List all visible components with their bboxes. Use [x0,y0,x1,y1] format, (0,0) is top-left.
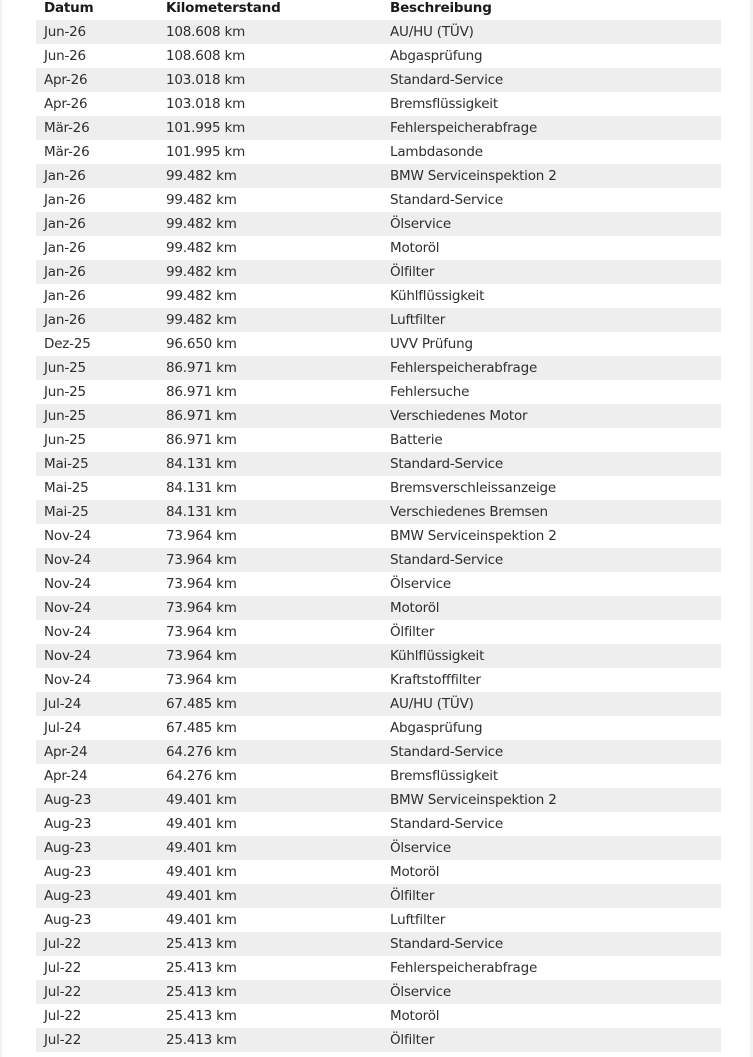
table-header-row [36,0,721,20]
cell-description: Standard-Service [390,192,503,208]
cell-mileage: 99.482 km [166,192,237,208]
table-row [36,20,721,44]
cell-description: Bremsverschleissanzeige [390,480,556,496]
cell-mileage: 64.276 km [166,744,237,760]
cell-description: Fehlersuche [390,384,470,400]
cell-description: Motoröl [390,1008,440,1024]
cell-date: Aug-23 [44,864,92,880]
table-row [36,380,721,404]
cell-date: Aug-23 [44,792,92,808]
cell-description: UVV Prüfung [390,336,473,352]
table-row [36,284,721,308]
cell-mileage: 73.964 km [166,528,237,544]
cell-description: Bremsflüssigkeit [390,96,498,112]
cell-date: Jul-22 [44,960,82,976]
table-row [36,1004,721,1028]
cell-mileage: 49.401 km [166,840,237,856]
table-row [36,884,721,908]
header-mileage: Kilometerstand [166,0,281,16]
cell-date: Nov-24 [44,552,91,568]
table-row [36,356,721,380]
cell-mileage: 103.018 km [166,96,246,112]
cell-description: Motoröl [390,600,440,616]
cell-mileage: 99.482 km [166,288,237,304]
cell-description: AU/HU (TÜV) [390,696,474,712]
cell-date: Nov-24 [44,672,91,688]
cell-description: Luftfilter [390,912,446,928]
cell-mileage: 84.131 km [166,456,237,472]
service-history-table [36,0,721,1052]
cell-date: Jul-22 [44,1032,82,1048]
table-row [36,716,721,740]
cell-date: Mär-26 [44,120,90,136]
cell-description: Ölservice [390,216,451,232]
cell-date: Apr-24 [44,744,88,760]
table-row [36,1028,721,1052]
cell-description: Ölservice [390,576,451,592]
cell-description: Kühlflüssigkeit [390,648,485,664]
table-row [36,452,721,476]
table-row [36,980,721,1004]
table-row [36,68,721,92]
cell-description: BMW Serviceinspektion 2 [390,168,557,184]
cell-description: Ölservice [390,840,451,856]
cell-description: BMW Serviceinspektion 2 [390,528,557,544]
cell-date: Jan-26 [44,216,86,232]
table-row [36,644,721,668]
header-date: Datum [44,0,94,16]
cell-mileage: 49.401 km [166,816,237,832]
table-row [36,332,721,356]
table-row [36,140,721,164]
cell-description: Kraftstofffilter [390,672,481,688]
table-row [36,44,721,68]
table-row [36,476,721,500]
cell-mileage: 73.964 km [166,576,237,592]
cell-date: Jul-22 [44,984,82,1000]
cell-description: Standard-Service [390,72,503,88]
cell-description: Bremsflüssigkeit [390,768,498,784]
cell-mileage: 25.413 km [166,960,237,976]
cell-date: Nov-24 [44,528,91,544]
cell-date: Nov-24 [44,600,91,616]
cell-description: Fehlerspeicherabfrage [390,120,538,136]
cell-date: Mai-25 [44,504,89,520]
cell-date: Mär-26 [44,144,90,160]
cell-mileage: 25.413 km [166,984,237,1000]
table-row [36,92,721,116]
table-row [36,620,721,644]
cell-mileage: 86.971 km [166,360,237,376]
cell-description: Ölfilter [390,264,435,280]
cell-date: Apr-26 [44,72,88,88]
table-row [36,836,721,860]
table-row [36,548,721,572]
cell-mileage: 73.964 km [166,672,237,688]
cell-date: Aug-23 [44,816,92,832]
table-row [36,212,721,236]
cell-mileage: 99.482 km [166,240,237,256]
cell-date: Jul-22 [44,1008,82,1024]
cell-mileage: 96.650 km [166,336,237,352]
cell-date: Jan-26 [44,240,86,256]
cell-date: Jan-26 [44,168,86,184]
cell-mileage: 86.971 km [166,432,237,448]
table-row [36,764,721,788]
service-history-page [2,0,750,1057]
cell-date: Aug-23 [44,912,92,928]
table-row [36,860,721,884]
cell-mileage: 86.971 km [166,384,237,400]
cell-date: Jul-24 [44,720,82,736]
table-row [36,260,721,284]
cell-description: Luftfilter [390,312,446,328]
cell-description: AU/HU (TÜV) [390,24,474,40]
cell-mileage: 84.131 km [166,480,237,496]
cell-date: Nov-24 [44,624,91,640]
table-row [36,500,721,524]
cell-mileage: 67.485 km [166,696,237,712]
cell-description: Ölservice [390,984,451,1000]
cell-mileage: 49.401 km [166,888,237,904]
table-row [36,932,721,956]
cell-date: Jun-26 [44,24,86,40]
cell-description: Batterie [390,432,443,448]
table-row [36,788,721,812]
table-row [36,428,721,452]
cell-mileage: 108.608 km [166,24,246,40]
cell-mileage: 86.971 km [166,408,237,424]
cell-date: Apr-24 [44,768,88,784]
cell-description: Verschiedenes Bremsen [390,504,548,520]
cell-description: Ölfilter [390,888,435,904]
cell-description: Standard-Service [390,552,503,568]
table-body [36,20,721,1052]
cell-mileage: 49.401 km [166,864,237,880]
cell-description: Ölfilter [390,1032,435,1048]
table-row [36,596,721,620]
table-row [36,740,721,764]
table-row [36,236,721,260]
cell-date: Mai-25 [44,480,89,496]
cell-date: Nov-24 [44,648,91,664]
cell-date: Jan-26 [44,288,86,304]
cell-date: Jun-25 [44,360,86,376]
table-row [36,404,721,428]
table-row [36,188,721,212]
cell-description: Verschiedenes Motor [390,408,528,424]
cell-mileage: 84.131 km [166,504,237,520]
cell-date: Aug-23 [44,840,92,856]
cell-date: Jul-24 [44,696,82,712]
header-description: Beschreibung [390,0,492,16]
cell-mileage: 67.485 km [166,720,237,736]
cell-description: Abgasprüfung [390,48,483,64]
table-row [36,116,721,140]
cell-date: Nov-24 [44,576,91,592]
cell-mileage: 73.964 km [166,624,237,640]
cell-date: Jun-25 [44,432,86,448]
cell-description: Abgasprüfung [390,720,483,736]
table-row [36,572,721,596]
cell-description: Kühlflüssigkeit [390,288,485,304]
table-row [36,692,721,716]
cell-mileage: 25.413 km [166,1032,237,1048]
cell-mileage: 73.964 km [166,600,237,616]
table-row [36,812,721,836]
cell-mileage: 73.964 km [166,648,237,664]
cell-description: Lambdasonde [390,144,483,160]
cell-mileage: 25.413 km [166,936,237,952]
cell-mileage: 99.482 km [166,312,237,328]
cell-mileage: 108.608 km [166,48,246,64]
cell-date: Apr-26 [44,96,88,112]
cell-date: Dez-25 [44,336,91,352]
cell-date: Jan-26 [44,264,86,280]
cell-description: Motoröl [390,864,440,880]
cell-mileage: 99.482 km [166,264,237,280]
cell-date: Jan-26 [44,312,86,328]
cell-description: BMW Serviceinspektion 2 [390,792,557,808]
cell-date: Jan-26 [44,192,86,208]
cell-description: Fehlerspeicherabfrage [390,960,538,976]
table-row [36,956,721,980]
cell-mileage: 99.482 km [166,168,237,184]
cell-description: Standard-Service [390,816,503,832]
cell-mileage: 103.018 km [166,72,246,88]
table-row [36,164,721,188]
cell-date: Aug-23 [44,888,92,904]
cell-description: Ölfilter [390,624,435,640]
table-row [36,308,721,332]
cell-date: Jun-26 [44,48,86,64]
cell-description: Motoröl [390,240,440,256]
cell-mileage: 99.482 km [166,216,237,232]
table-row [36,524,721,548]
cell-mileage: 25.413 km [166,1008,237,1024]
cell-mileage: 101.995 km [166,120,246,136]
cell-mileage: 49.401 km [166,792,237,808]
table-row [36,908,721,932]
cell-description: Standard-Service [390,936,503,952]
cell-description: Fehlerspeicherabfrage [390,360,538,376]
table-row [36,668,721,692]
cell-mileage: 64.276 km [166,768,237,784]
cell-date: Jul-22 [44,936,82,952]
cell-date: Jun-25 [44,408,86,424]
cell-mileage: 101.995 km [166,144,246,160]
cell-date: Mai-25 [44,456,89,472]
cell-description: Standard-Service [390,456,503,472]
cell-date: Jun-25 [44,384,86,400]
cell-description: Standard-Service [390,744,503,760]
cell-mileage: 49.401 km [166,912,237,928]
cell-mileage: 73.964 km [166,552,237,568]
